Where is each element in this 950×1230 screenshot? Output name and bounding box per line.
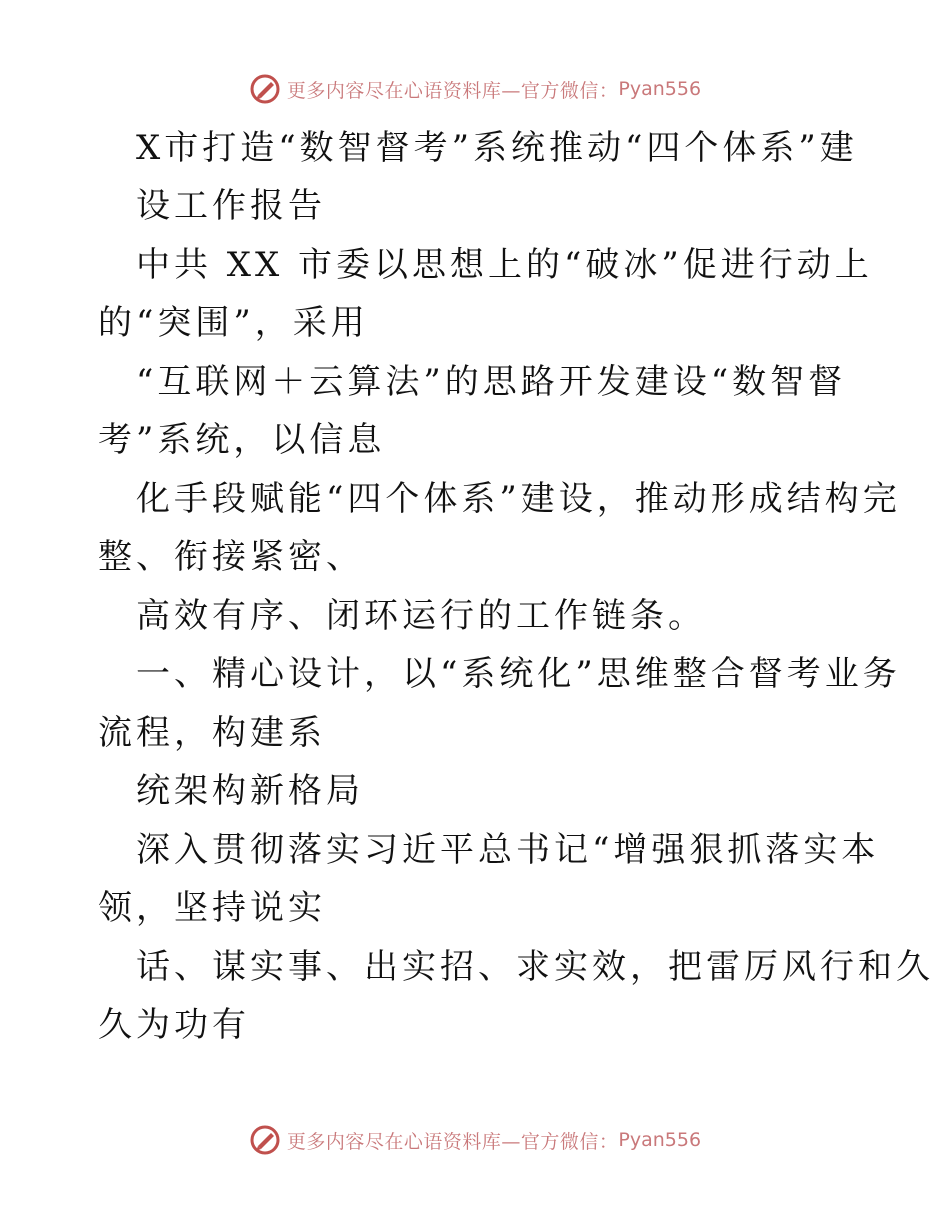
text-line: 的“突围”，采用 [98, 303, 369, 343]
text-line: 久为功有 [98, 1005, 250, 1045]
text-line: 领，坚持说实 [98, 888, 326, 928]
text-line: 化手段赋能“四个体系”建设，推动形成结构完 [136, 479, 901, 519]
banner-text: 更多内容尽在心语资料库—官方微信： [286, 1130, 619, 1153]
text-line: 流程，构建系 [98, 713, 326, 753]
header-watermark [0, 71, 950, 107]
text-line: 整、衔接紧密、 [98, 537, 364, 577]
text-line: 中共 XX 市委以思想上的“破冰”促进行动上 [136, 245, 873, 285]
text-line: 设工作报告 [136, 186, 326, 226]
text-line: 统架构新格局 [136, 771, 364, 811]
text-line: 深入贯彻落实习近平总书记“增强狠抓落实本 [136, 830, 880, 870]
logo-icon [249, 73, 281, 105]
text-line: 高效有序、闭环运行的工作链条。 [136, 596, 706, 636]
text-line: 一、精心设计，以“系统化”思维整合督考业务 [136, 654, 901, 694]
banner-text: 更多内容尽在心语资料库—官方微信： [286, 79, 619, 102]
text-line: “互联网＋云算法”的思路开发建设“数智督 [136, 362, 847, 402]
text-line: X市打造“数智督考”系统推动“四个体系”建 [136, 128, 858, 168]
text-line: 话、谋实事、出实招、求实效，把雷厉风行和久 [136, 947, 934, 987]
banner-wechat-id: Pyan556 [618, 1129, 702, 1151]
footer-watermark [0, 1122, 950, 1158]
banner-wechat-id: Pyan556 [618, 78, 702, 100]
logo-icon [249, 1124, 281, 1156]
text-line: 考”系统，以信息 [98, 420, 386, 460]
